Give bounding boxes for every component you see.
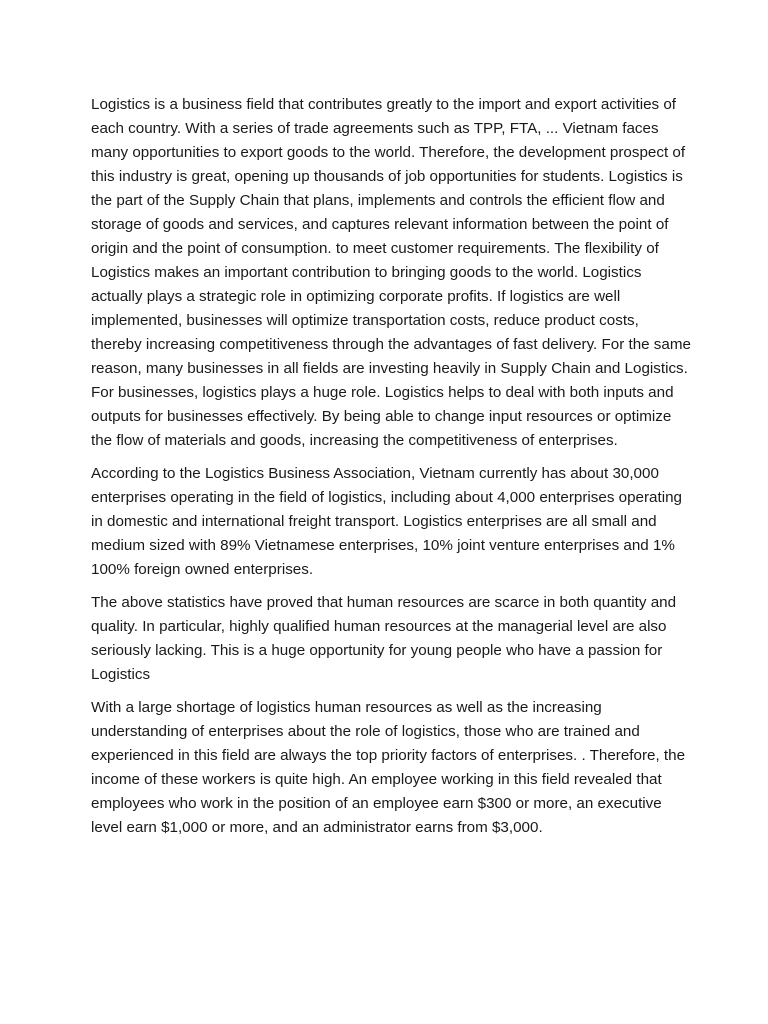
paragraph-enterprise-statistics: According to the Logistics Business Association, Vietnam currently has about 30,000 enterprises operating in the field of logistics, including about 4,000 enterprises operating in domestic and international freight transport. Logistics enterprises are all small and medium sized with 89% Vietnamese enterprises, 10% joint venture enterprises and 1% 100% foreign owned enterprises.	[91, 465, 682, 578]
paragraph-income: With a large shortage of logistics human resources as well as the increasing understanding of enterprises about the role of logistics, those who are trained and experienced in this field are always the top priority factors of enterprises. . Therefore, the income of these workers is quite high. An employee working in this field revealed that employees who work in the position of an employee earn $300 or more, an executive level earn $1,000 or more, and an administrator earns from $3,000.	[91, 699, 686, 836]
paragraph-human-resources: The above statistics have proved that human resources are scarce in both quantity and quality. In particular, highly qualified human resources at the managerial level are also seriously lacking. This is a huge opportunity for young people who have a passion for Logistics	[91, 594, 677, 683]
paragraph-logistics-overview: Logistics is a business field that contributes greatly to the import and export activities of each country. With a series of trade agreements such as TPP, FTA, ... Vietnam faces many opportunities to export goods to the world. Therefore, the development prospect of this industry is great, opening up thousands of job opportunities for students. Logistics is the part of the Supply Chain that plans, implements and controls the efficient flow and storage of goods and services, and captures relevant information between the point of origin and the point of consumption. to meet customer requirements. The flexibility of Logistics makes an important contribution to bringing goods to the world. Logistics actually plays a strategic role in optimizing corporate profits. If logistics are well implemented, businesses will optimize transportation costs, reduce product costs, thereby increasing competitiveness through the advantages of fast delivery. For the same reason, many businesses in all fields are investing heavily in Supply Chain and Logistics. For businesses, logistics plays a huge role. Logistics helps to deal with both inputs and outputs for businesses effectively. By being able to change input resources or optimize the flow of materials and goods, increasing the competitiveness of enterprises.	[91, 96, 691, 449]
document-body	[91, 93, 691, 849]
